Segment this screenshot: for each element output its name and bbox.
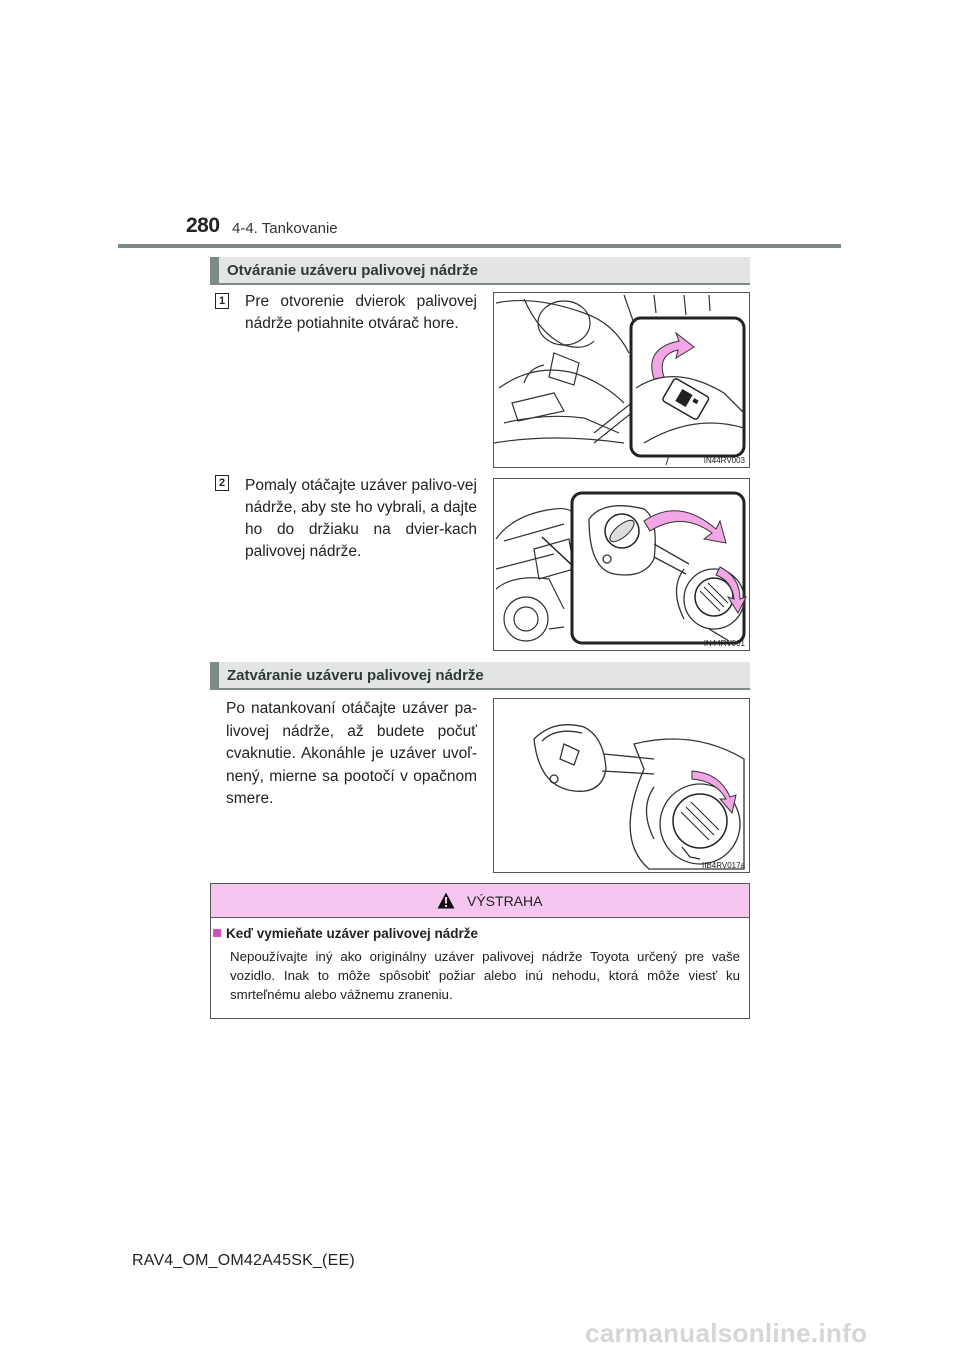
warning-subheading [213, 926, 478, 941]
footer-doc-id: RAV4_OM_OM42A45SK_(EE) [132, 1252, 355, 1269]
section-title-open: Otváranie uzáveru palivovej nádrže [227, 262, 478, 279]
watermark-text: carmanualsonline.info [585, 1318, 868, 1348]
warning-header [211, 884, 749, 918]
section-heading-close [210, 662, 750, 690]
header-divider [118, 244, 841, 248]
warning-triangle-icon [437, 892, 455, 909]
fuel-cap-closing-illustration [494, 699, 749, 872]
figure-fuel-door-opener [493, 292, 750, 468]
figure-code-2: IN44RV001 [703, 639, 745, 648]
warning-subheading-text: Keď vymieňate uzáver palivovej nádrže [226, 926, 479, 941]
figure-code-1: IN44RV003 [703, 456, 745, 465]
section-path: 4-4. Tankovanie [232, 220, 338, 237]
page-number: 280 [186, 214, 220, 237]
warning-label: VÝSTRAHA [467, 893, 543, 909]
section-title-close: Zatváranie uzáveru palivovej nádrže [227, 667, 484, 684]
heading-accent [210, 257, 219, 283]
step-number-1: 1 [215, 293, 229, 309]
step-text-2: Pomaly otáčajte uzáver palivo-vej nádrže, aby ste ho vybrali, a dajte ho do držiaku na dvier-kach palivovej nádrže. [245, 477, 477, 560]
closing-instructions: Po natankovaní otáčajte uzáver pa-livovej nádrže, až budete počuť cvaknutie. Akonáhle je uzáver uvoľ-nený, mierne sa pootočí v opačnom smere. [226, 700, 477, 807]
warning-body: Nepoužívajte iný ako originálny uzáver palivovej nádrže Toyota určený pre vaše vozidlo. Inak to môže spôsobiť požiar alebo inú nehodu, ktorá môže viesť ku smrteľnému alebo vážnemu zraneniu. [230, 949, 740, 1002]
section-heading-open [210, 257, 750, 285]
fuel-door-opener-illustration [494, 293, 749, 467]
figure-fuel-cap-removal [493, 478, 750, 651]
figure-code-3: IIB4RV017a [702, 861, 745, 870]
figure-fuel-cap-closing [493, 698, 750, 873]
warning-box [210, 883, 750, 1019]
fuel-cap-removal-illustration [494, 479, 749, 650]
bullet-square-icon [213, 929, 221, 937]
step-number-2: 2 [215, 475, 229, 491]
heading-accent [210, 662, 219, 688]
step-text-1: Pre otvorenie dvierok palivovej nádrže potiahnite otvárač hore. [245, 293, 477, 332]
